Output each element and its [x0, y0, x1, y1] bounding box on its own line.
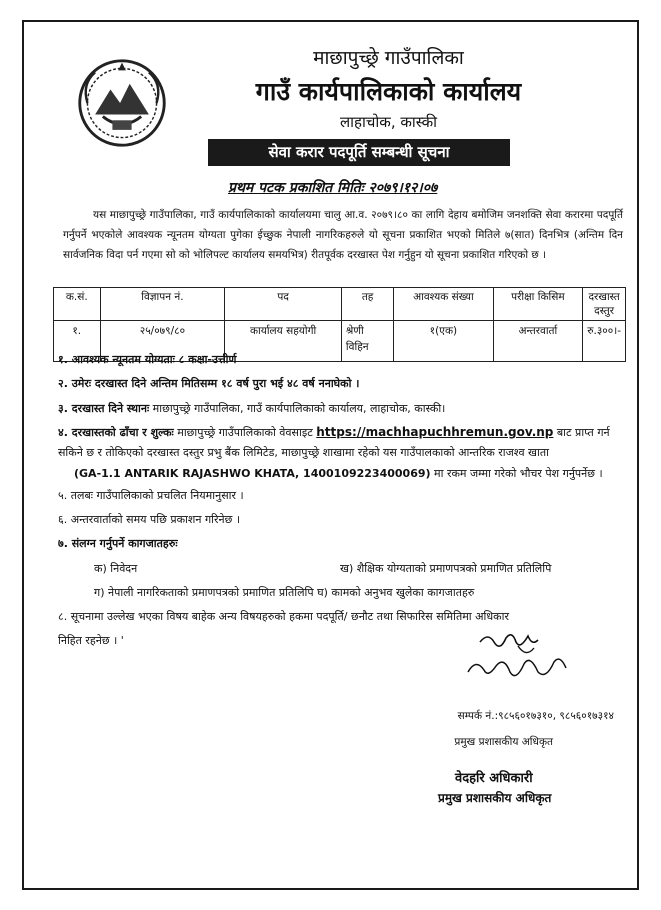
intro-text: यस माछापुच्छ्रे गाउँपालिका, गाउँ कार्यपालिकाको कार्यालयमा चालु आ.व. २०७९।८० का लागि देहाय बमोजिम जनशक्ति सेवा करारमा पदपूर्ति गर्नुपर्ने भएकोले आवश्यक न्यूनतम योग्यता पुगेका ईच्छुक नेपाली नागरिकहरुले यो सूचना प्रकाशित भएको मितिले ७(सात) दिनभित्र (अन्तिम दिन सार्वजनिक विदा पर्न गएमा सो को भोलिपल्ट कार्यालय समयभित्र) रीतपूर्वक दरखास्त पेश गर्नुहुन यो सूचना प्रकाशित गरिएको छ ।: [63, 209, 623, 261]
published-date: प्रथम पटक प्रकाशित मितिः २०७९।१२।०७: [228, 180, 438, 196]
item-age: २. उमेरः दरखास्त दिने अन्तिम मितिसम्म १८ वर्ष पुरा भई ४८ वर्ष ननाघेको ।: [58, 377, 360, 390]
item-application-place-text: माछापुच्छ्रे गाउँपालिका, गाउँ कार्यपालिकाको कार्यालय, लाहाचोक, कास्की।: [149, 402, 446, 415]
cell-ad-number: २५/०७९/८०: [100, 321, 225, 362]
col-serial: क.सं.: [54, 288, 101, 321]
notice-title-banner: सेवा करार पदपूर्ति सम्बन्धी सूचना: [208, 139, 510, 166]
col-exam-type: परीक्षा किसिम: [493, 288, 583, 321]
municipality-name: माछापुच्छ्रे गाउँपालिका: [313, 47, 464, 69]
office-name: गाउँ कार्यपालिकाको कार्यालय: [255, 77, 522, 106]
col-fee: दरखास्त दस्तुर: [583, 288, 626, 321]
office-address: लाहाचोक, कास्की: [339, 113, 438, 131]
cell-required-count: १(एक): [394, 321, 493, 362]
col-position: पद: [225, 288, 342, 321]
cao-label: प्रमुख प्रशासकीय अधिकृत: [454, 736, 553, 748]
item-documents: ७. संलग्न गर्नुपर्ने कागजातहरुः: [58, 537, 178, 550]
item-application-format: [58, 425, 610, 440]
handwritten-signature: [458, 628, 578, 690]
website-link[interactable]: https://machhapuchhremun.gov.np: [316, 425, 554, 439]
item-application-format-text-b: बाट प्राप्त गर्न: [553, 426, 610, 439]
revenue-account: (GA-1.1 ANTARIK RAJASHWO KHATA, 1400109223400069): [74, 467, 431, 480]
col-ad-number: विज्ञापन नं.: [100, 288, 225, 321]
cao-title: प्रमुख प्रशासकीय अधिकृत: [438, 791, 552, 805]
item-application-place-label: ३. दरखास्त दिने स्थानः: [58, 402, 150, 415]
item-authority-line1: ८. सूचनामा उल्लेख भएका विषय बाहेक अन्य विषयहरुको हकमा पदपूर्ति/ छनौट तथा सिफारिस समितिमा अधिकार: [58, 610, 509, 623]
cell-exam-type: अन्तरवार्ता: [493, 321, 583, 362]
item-salary: ५. तलबः गाउँपालिकाको प्रचलित नियमानुसार ।: [58, 489, 244, 502]
cell-serial: १.: [54, 321, 101, 362]
item-doc-education: ख) शैक्षिक योग्यताको प्रमाणपत्रको प्रमाणित प्रतिलिपि: [340, 562, 552, 575]
item-application-place: [58, 401, 445, 416]
item-application-format-line3: [74, 466, 603, 481]
item-application-format-text: माछापुच्छ्रे गाउँपालिकाको वेवसाइट: [173, 426, 317, 439]
item-application-format-line2: सकिने छ र तोकिएको दरखास्त दस्तुर प्रभु बैंक लिमिटेड, माछापुच्छ्रे शाखामा रहेको यस गाउँपालकाको आन्तरिक राजश्व खाता: [58, 446, 550, 459]
item-doc-citizenship: ग) नेपाली नागरिकताको प्रमाणपत्रको प्रमाणित प्रतिलिपि घ) कामको अनुभव खुलेका कागजातहरु: [94, 586, 475, 599]
item-interview: ६. अन्तरवार्ताको समय पछि प्रकाशन गरिनेछ ।: [58, 513, 241, 526]
vacancy-table: [53, 287, 626, 362]
item-doc-application: क) निवेदन: [94, 562, 138, 575]
intro-paragraph: [63, 205, 623, 265]
col-required-count: आवश्यक संख्या: [394, 288, 493, 321]
contact-numbers: सम्पर्क नं.:९८५६०१७३१०, ९८५६०१७३१४: [457, 710, 614, 722]
cell-fee: रु.३००।-: [583, 321, 626, 362]
item-authority-line2: निहित रहनेछ । ': [58, 634, 124, 647]
table-header-row: [54, 288, 626, 321]
cao-name: वेदहरि अधिकारी: [455, 771, 533, 786]
item-qualification: १. आवश्यक न्यूनतम योग्यताः ८ कक्षा-उत्तीर्ण: [58, 353, 237, 366]
cell-position: कार्यालय सहयोगी: [225, 321, 342, 362]
item-application-format-label: ४. दरखास्तको ढाँचा र शुल्कः: [58, 426, 174, 439]
item-application-format-line3-tail: मा रकम जम्मा गरेको भौचर पेश गर्नुपर्नेछ ।: [430, 467, 603, 480]
col-level: तह: [341, 288, 393, 321]
cell-level: श्रेणी विहिन: [341, 321, 393, 362]
